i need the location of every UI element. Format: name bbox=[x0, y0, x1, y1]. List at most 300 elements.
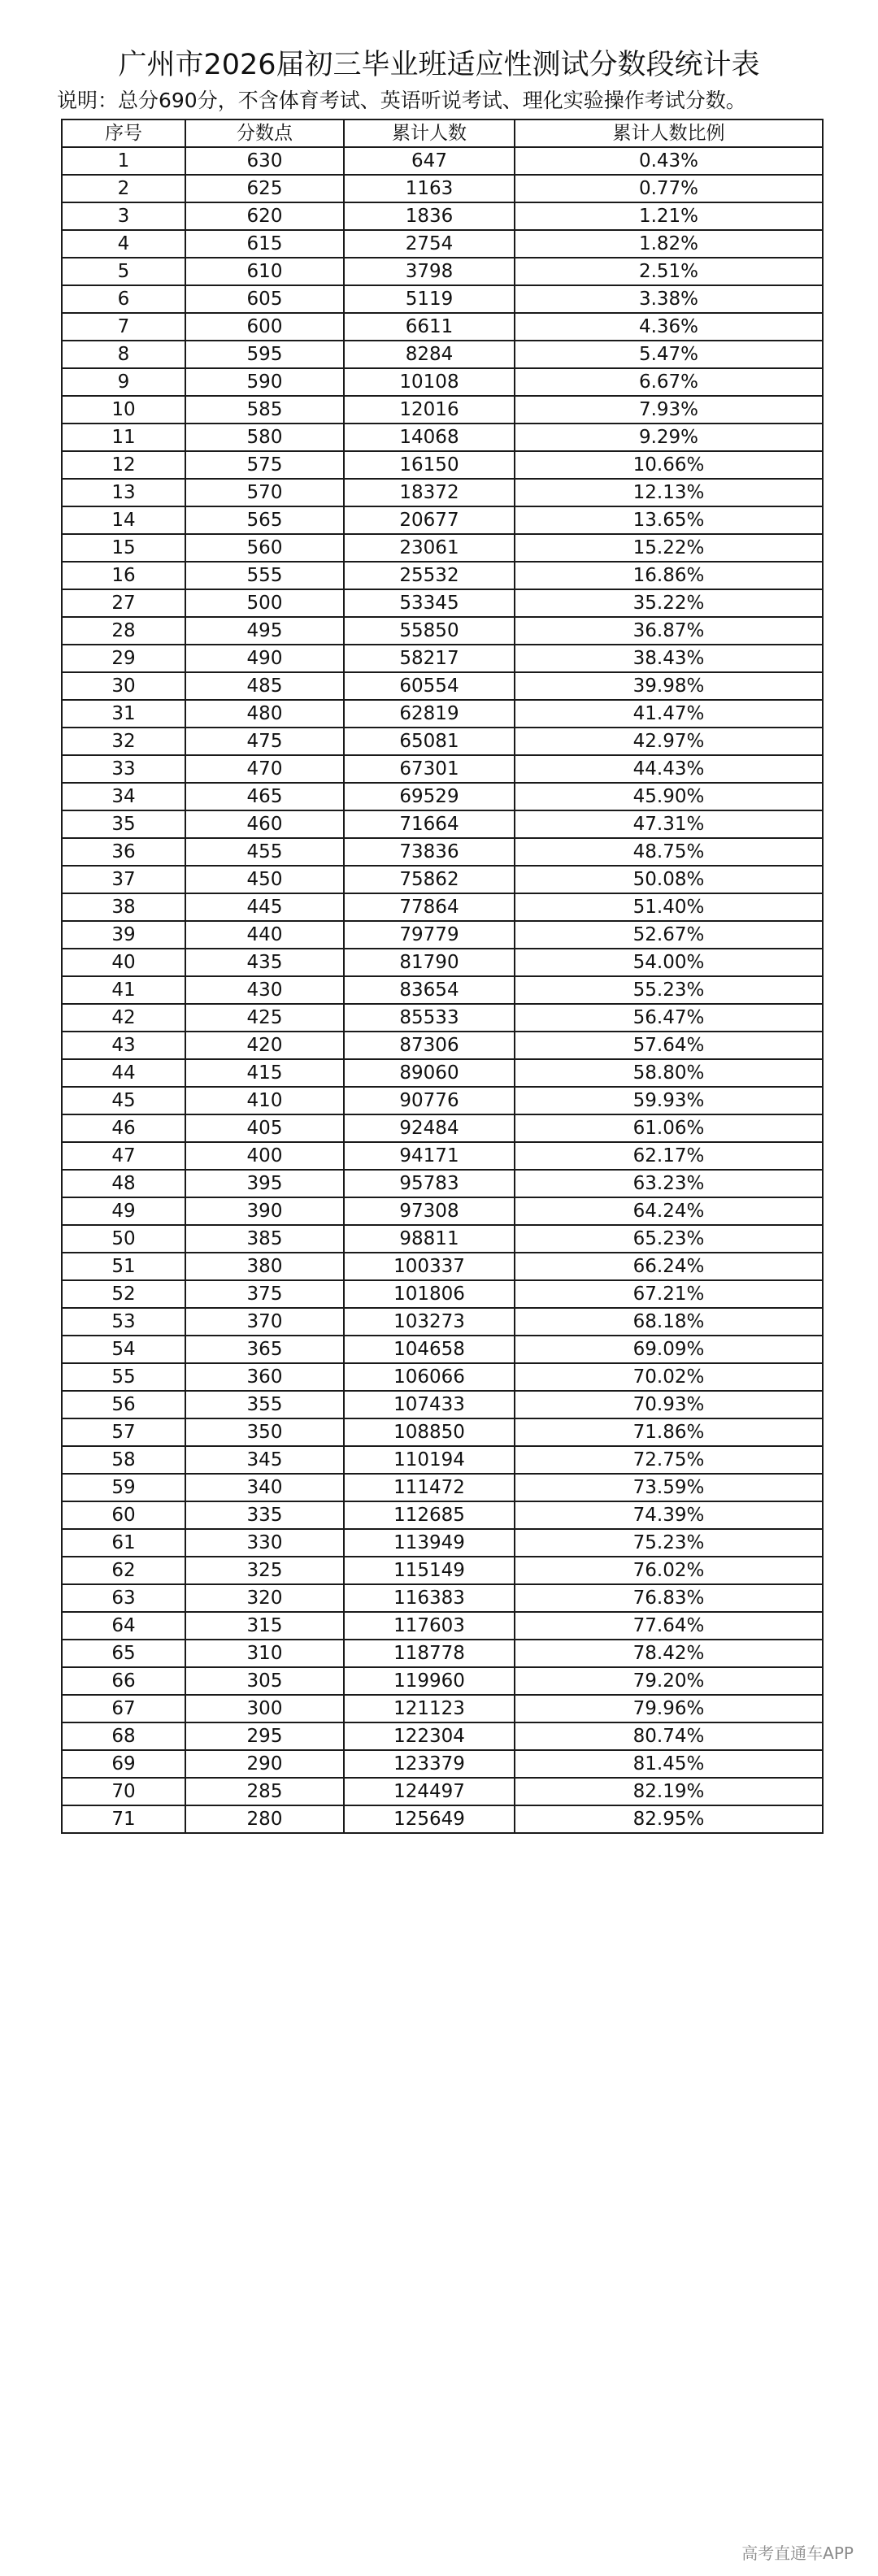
table-row bbox=[62, 1418, 823, 1446]
cell-index: 40 bbox=[62, 949, 185, 976]
cell-cumulative-count: 16150 bbox=[344, 451, 515, 479]
cell-cumulative-ratio: 52.67% bbox=[515, 921, 823, 949]
cell-cumulative-ratio: 76.02% bbox=[515, 1557, 823, 1584]
cell-score: 330 bbox=[185, 1529, 344, 1557]
cell-score: 295 bbox=[185, 1722, 344, 1750]
cell-cumulative-count: 89060 bbox=[344, 1059, 515, 1087]
cell-index: 35 bbox=[62, 810, 185, 838]
cell-score: 325 bbox=[185, 1557, 344, 1584]
cell-score: 580 bbox=[185, 424, 344, 451]
cell-score: 335 bbox=[185, 1501, 344, 1529]
cell-cumulative-ratio: 73.59% bbox=[515, 1474, 823, 1501]
cell-index: 28 bbox=[62, 617, 185, 645]
cell-index: 59 bbox=[62, 1474, 185, 1501]
cell-score: 300 bbox=[185, 1695, 344, 1722]
cell-cumulative-count: 116383 bbox=[344, 1584, 515, 1612]
cell-cumulative-count: 100337 bbox=[344, 1253, 515, 1280]
cell-cumulative-ratio: 77.64% bbox=[515, 1612, 823, 1640]
cell-index: 47 bbox=[62, 1142, 185, 1170]
table-row bbox=[62, 285, 823, 313]
cell-cumulative-ratio: 58.80% bbox=[515, 1059, 823, 1087]
cell-cumulative-ratio: 35.22% bbox=[515, 589, 823, 617]
cell-score: 465 bbox=[185, 783, 344, 810]
cell-cumulative-count: 6611 bbox=[344, 313, 515, 341]
cell-index: 16 bbox=[62, 562, 185, 589]
cell-cumulative-count: 5119 bbox=[344, 285, 515, 313]
cell-cumulative-count: 71664 bbox=[344, 810, 515, 838]
cell-cumulative-count: 85533 bbox=[344, 1004, 515, 1032]
table-row bbox=[62, 175, 823, 202]
table-row bbox=[62, 1667, 823, 1695]
cell-cumulative-count: 118778 bbox=[344, 1640, 515, 1667]
cell-score: 485 bbox=[185, 672, 344, 700]
table-row bbox=[62, 1336, 823, 1363]
cell-cumulative-ratio: 81.45% bbox=[515, 1750, 823, 1778]
cell-index: 12 bbox=[62, 451, 185, 479]
cell-score: 500 bbox=[185, 589, 344, 617]
cell-cumulative-ratio: 36.87% bbox=[515, 617, 823, 645]
cell-score: 410 bbox=[185, 1087, 344, 1114]
cell-cumulative-ratio: 12.13% bbox=[515, 479, 823, 506]
cell-cumulative-ratio: 44.43% bbox=[515, 755, 823, 783]
table-row bbox=[62, 1197, 823, 1225]
table-row bbox=[62, 1805, 823, 1833]
cell-score: 390 bbox=[185, 1197, 344, 1225]
cell-cumulative-count: 77864 bbox=[344, 893, 515, 921]
table-row bbox=[62, 396, 823, 424]
table-row bbox=[62, 672, 823, 700]
cell-cumulative-count: 124497 bbox=[344, 1778, 515, 1805]
table-row bbox=[62, 976, 823, 1004]
cell-index: 14 bbox=[62, 506, 185, 534]
cell-score: 630 bbox=[185, 147, 344, 175]
cell-score: 345 bbox=[185, 1446, 344, 1474]
cell-score: 310 bbox=[185, 1640, 344, 1667]
table-row bbox=[62, 506, 823, 534]
cell-cumulative-count: 65081 bbox=[344, 728, 515, 755]
cell-index: 30 bbox=[62, 672, 185, 700]
table-row bbox=[62, 534, 823, 562]
cell-score: 450 bbox=[185, 866, 344, 893]
cell-score: 400 bbox=[185, 1142, 344, 1170]
cell-cumulative-count: 101806 bbox=[344, 1280, 515, 1308]
table-row bbox=[62, 893, 823, 921]
cell-index: 68 bbox=[62, 1722, 185, 1750]
cell-cumulative-ratio: 54.00% bbox=[515, 949, 823, 976]
cell-cumulative-count: 20677 bbox=[344, 506, 515, 534]
cell-cumulative-ratio: 16.86% bbox=[515, 562, 823, 589]
cell-cumulative-count: 94171 bbox=[344, 1142, 515, 1170]
table-row bbox=[62, 728, 823, 755]
table-row bbox=[62, 783, 823, 810]
cell-cumulative-count: 123379 bbox=[344, 1750, 515, 1778]
cell-cumulative-ratio: 72.75% bbox=[515, 1446, 823, 1474]
cell-cumulative-count: 110194 bbox=[344, 1446, 515, 1474]
cell-index: 4 bbox=[62, 230, 185, 258]
cell-index: 45 bbox=[62, 1087, 185, 1114]
cell-cumulative-ratio: 61.06% bbox=[515, 1114, 823, 1142]
cell-score: 440 bbox=[185, 921, 344, 949]
cell-index: 55 bbox=[62, 1363, 185, 1391]
cell-cumulative-count: 2754 bbox=[344, 230, 515, 258]
cell-cumulative-count: 1836 bbox=[344, 202, 515, 230]
cell-score: 315 bbox=[185, 1612, 344, 1640]
cell-cumulative-ratio: 82.95% bbox=[515, 1805, 823, 1833]
cell-cumulative-count: 92484 bbox=[344, 1114, 515, 1142]
cell-cumulative-ratio: 59.93% bbox=[515, 1087, 823, 1114]
table-row bbox=[62, 1363, 823, 1391]
cell-index: 31 bbox=[62, 700, 185, 728]
cell-cumulative-ratio: 1.21% bbox=[515, 202, 823, 230]
cell-score: 470 bbox=[185, 755, 344, 783]
table-row bbox=[62, 1004, 823, 1032]
cell-index: 7 bbox=[62, 313, 185, 341]
cell-cumulative-count: 58217 bbox=[344, 645, 515, 672]
table-row bbox=[62, 202, 823, 230]
table-row bbox=[62, 1584, 823, 1612]
table-row bbox=[62, 949, 823, 976]
table-row bbox=[62, 755, 823, 783]
table-row bbox=[62, 424, 823, 451]
cell-score: 355 bbox=[185, 1391, 344, 1418]
cell-cumulative-ratio: 64.24% bbox=[515, 1197, 823, 1225]
cell-cumulative-count: 81790 bbox=[344, 949, 515, 976]
cell-index: 1 bbox=[62, 147, 185, 175]
cell-score: 395 bbox=[185, 1170, 344, 1197]
cell-cumulative-count: 60554 bbox=[344, 672, 515, 700]
table-row bbox=[62, 1225, 823, 1253]
cell-cumulative-ratio: 41.47% bbox=[515, 700, 823, 728]
cell-cumulative-ratio: 70.93% bbox=[515, 1391, 823, 1418]
cell-index: 33 bbox=[62, 755, 185, 783]
cell-score: 480 bbox=[185, 700, 344, 728]
cell-index: 69 bbox=[62, 1750, 185, 1778]
cell-cumulative-count: 108850 bbox=[344, 1418, 515, 1446]
table-row bbox=[62, 866, 823, 893]
column-header-index: 序号 bbox=[62, 119, 185, 147]
table-row bbox=[62, 1612, 823, 1640]
cell-score: 340 bbox=[185, 1474, 344, 1501]
cell-cumulative-count: 69529 bbox=[344, 783, 515, 810]
cell-cumulative-count: 119960 bbox=[344, 1667, 515, 1695]
cell-cumulative-count: 125649 bbox=[344, 1805, 515, 1833]
cell-cumulative-ratio: 15.22% bbox=[515, 534, 823, 562]
table-row bbox=[62, 1750, 823, 1778]
table-row bbox=[62, 1695, 823, 1722]
table-row bbox=[62, 1114, 823, 1142]
cell-score: 615 bbox=[185, 230, 344, 258]
cell-score: 625 bbox=[185, 175, 344, 202]
cell-cumulative-ratio: 1.82% bbox=[515, 230, 823, 258]
cell-cumulative-ratio: 63.23% bbox=[515, 1170, 823, 1197]
cell-index: 51 bbox=[62, 1253, 185, 1280]
cell-cumulative-ratio: 50.08% bbox=[515, 866, 823, 893]
cell-cumulative-count: 122304 bbox=[344, 1722, 515, 1750]
cell-cumulative-ratio: 55.23% bbox=[515, 976, 823, 1004]
cell-cumulative-count: 75862 bbox=[344, 866, 515, 893]
cell-cumulative-count: 104658 bbox=[344, 1336, 515, 1363]
table-row bbox=[62, 1722, 823, 1750]
table-body bbox=[62, 147, 823, 1833]
cell-score: 560 bbox=[185, 534, 344, 562]
cell-cumulative-count: 98811 bbox=[344, 1225, 515, 1253]
table-row bbox=[62, 1059, 823, 1087]
cell-score: 430 bbox=[185, 976, 344, 1004]
cell-index: 46 bbox=[62, 1114, 185, 1142]
cell-cumulative-ratio: 2.51% bbox=[515, 258, 823, 285]
cell-index: 11 bbox=[62, 424, 185, 451]
cell-cumulative-count: 23061 bbox=[344, 534, 515, 562]
cell-score: 415 bbox=[185, 1059, 344, 1087]
cell-cumulative-ratio: 6.67% bbox=[515, 368, 823, 396]
cell-score: 495 bbox=[185, 617, 344, 645]
table-row bbox=[62, 1529, 823, 1557]
cell-cumulative-count: 87306 bbox=[344, 1032, 515, 1059]
cell-cumulative-count: 107433 bbox=[344, 1391, 515, 1418]
cell-index: 66 bbox=[62, 1667, 185, 1695]
cell-score: 565 bbox=[185, 506, 344, 534]
cell-cumulative-ratio: 10.66% bbox=[515, 451, 823, 479]
cell-score: 305 bbox=[185, 1667, 344, 1695]
cell-cumulative-ratio: 80.74% bbox=[515, 1722, 823, 1750]
cell-cumulative-count: 115149 bbox=[344, 1557, 515, 1584]
cell-cumulative-count: 97308 bbox=[344, 1197, 515, 1225]
cell-index: 8 bbox=[62, 341, 185, 368]
cell-index: 41 bbox=[62, 976, 185, 1004]
column-header-cumulative-ratio: 累计人数比例 bbox=[515, 119, 823, 147]
cell-cumulative-count: 117603 bbox=[344, 1612, 515, 1640]
cell-cumulative-count: 113949 bbox=[344, 1529, 515, 1557]
cell-index: 13 bbox=[62, 479, 185, 506]
table-row bbox=[62, 1142, 823, 1170]
column-header-score: 分数点 bbox=[185, 119, 344, 147]
table-row bbox=[62, 589, 823, 617]
cell-cumulative-count: 1163 bbox=[344, 175, 515, 202]
cell-index: 6 bbox=[62, 285, 185, 313]
table-row bbox=[62, 1280, 823, 1308]
table-row bbox=[62, 1640, 823, 1667]
cell-index: 67 bbox=[62, 1695, 185, 1722]
table-row bbox=[62, 1474, 823, 1501]
cell-index: 70 bbox=[62, 1778, 185, 1805]
table-row bbox=[62, 1253, 823, 1280]
cell-cumulative-ratio: 65.23% bbox=[515, 1225, 823, 1253]
table-row bbox=[62, 230, 823, 258]
cell-cumulative-ratio: 3.38% bbox=[515, 285, 823, 313]
table-row bbox=[62, 1501, 823, 1529]
cell-cumulative-ratio: 69.09% bbox=[515, 1336, 823, 1363]
cell-score: 425 bbox=[185, 1004, 344, 1032]
cell-index: 57 bbox=[62, 1418, 185, 1446]
cell-score: 620 bbox=[185, 202, 344, 230]
cell-score: 280 bbox=[185, 1805, 344, 1833]
cell-cumulative-count: 121123 bbox=[344, 1695, 515, 1722]
table-row bbox=[62, 838, 823, 866]
table-row bbox=[62, 341, 823, 368]
table-row bbox=[62, 700, 823, 728]
cell-cumulative-ratio: 67.21% bbox=[515, 1280, 823, 1308]
cell-index: 44 bbox=[62, 1059, 185, 1087]
cell-index: 61 bbox=[62, 1529, 185, 1557]
cell-index: 32 bbox=[62, 728, 185, 755]
cell-index: 29 bbox=[62, 645, 185, 672]
cell-index: 64 bbox=[62, 1612, 185, 1640]
cell-score: 490 bbox=[185, 645, 344, 672]
cell-index: 53 bbox=[62, 1308, 185, 1336]
table-row bbox=[62, 368, 823, 396]
cell-cumulative-count: 111472 bbox=[344, 1474, 515, 1501]
cell-cumulative-ratio: 51.40% bbox=[515, 893, 823, 921]
cell-score: 365 bbox=[185, 1336, 344, 1363]
cell-cumulative-count: 95783 bbox=[344, 1170, 515, 1197]
cell-cumulative-ratio: 75.23% bbox=[515, 1529, 823, 1557]
table-header-row bbox=[62, 119, 823, 147]
cell-cumulative-count: 14068 bbox=[344, 424, 515, 451]
cell-index: 3 bbox=[62, 202, 185, 230]
cell-cumulative-ratio: 76.83% bbox=[515, 1584, 823, 1612]
cell-score: 405 bbox=[185, 1114, 344, 1142]
cell-cumulative-count: 73836 bbox=[344, 838, 515, 866]
cell-cumulative-count: 106066 bbox=[344, 1363, 515, 1391]
cell-index: 43 bbox=[62, 1032, 185, 1059]
cell-cumulative-ratio: 57.64% bbox=[515, 1032, 823, 1059]
cell-cumulative-count: 647 bbox=[344, 147, 515, 175]
cell-cumulative-ratio: 78.42% bbox=[515, 1640, 823, 1667]
table-row bbox=[62, 810, 823, 838]
cell-index: 50 bbox=[62, 1225, 185, 1253]
cell-index: 38 bbox=[62, 893, 185, 921]
table-row bbox=[62, 1391, 823, 1418]
cell-score: 570 bbox=[185, 479, 344, 506]
table-row bbox=[62, 451, 823, 479]
cell-cumulative-ratio: 68.18% bbox=[515, 1308, 823, 1336]
cell-score: 460 bbox=[185, 810, 344, 838]
cell-index: 34 bbox=[62, 783, 185, 810]
cell-index: 49 bbox=[62, 1197, 185, 1225]
table-row bbox=[62, 258, 823, 285]
cell-cumulative-ratio: 13.65% bbox=[515, 506, 823, 534]
document-title: 广州市2026届初三毕业班适应性测试分数段统计表 bbox=[118, 49, 760, 81]
cell-score: 590 bbox=[185, 368, 344, 396]
cell-cumulative-ratio: 82.19% bbox=[515, 1778, 823, 1805]
cell-cumulative-count: 79779 bbox=[344, 921, 515, 949]
cell-cumulative-ratio: 62.17% bbox=[515, 1142, 823, 1170]
cell-score: 575 bbox=[185, 451, 344, 479]
table-row bbox=[62, 1308, 823, 1336]
cell-cumulative-count: 90776 bbox=[344, 1087, 515, 1114]
score-table bbox=[61, 119, 824, 1834]
cell-cumulative-ratio: 79.20% bbox=[515, 1667, 823, 1695]
cell-index: 63 bbox=[62, 1584, 185, 1612]
cell-cumulative-count: 103273 bbox=[344, 1308, 515, 1336]
cell-cumulative-count: 10108 bbox=[344, 368, 515, 396]
cell-score: 370 bbox=[185, 1308, 344, 1336]
cell-index: 56 bbox=[62, 1391, 185, 1418]
column-header-cumulative-count: 累计人数 bbox=[344, 119, 515, 147]
table-row bbox=[62, 645, 823, 672]
table-row bbox=[62, 1557, 823, 1584]
cell-score: 605 bbox=[185, 285, 344, 313]
table-row bbox=[62, 617, 823, 645]
cell-index: 2 bbox=[62, 175, 185, 202]
cell-cumulative-count: 112685 bbox=[344, 1501, 515, 1529]
cell-index: 37 bbox=[62, 866, 185, 893]
table-row bbox=[62, 1087, 823, 1114]
cell-score: 375 bbox=[185, 1280, 344, 1308]
table-row bbox=[62, 562, 823, 589]
cell-cumulative-ratio: 39.98% bbox=[515, 672, 823, 700]
cell-cumulative-count: 83654 bbox=[344, 976, 515, 1004]
cell-score: 600 bbox=[185, 313, 344, 341]
cell-score: 555 bbox=[185, 562, 344, 589]
cell-cumulative-ratio: 70.02% bbox=[515, 1363, 823, 1391]
cell-index: 36 bbox=[62, 838, 185, 866]
cell-cumulative-count: 53345 bbox=[344, 589, 515, 617]
cell-cumulative-ratio: 0.77% bbox=[515, 175, 823, 202]
table-row bbox=[62, 1170, 823, 1197]
cell-index: 10 bbox=[62, 396, 185, 424]
cell-index: 39 bbox=[62, 921, 185, 949]
cell-index: 52 bbox=[62, 1280, 185, 1308]
cell-score: 385 bbox=[185, 1225, 344, 1253]
cell-cumulative-ratio: 7.93% bbox=[515, 396, 823, 424]
cell-score: 585 bbox=[185, 396, 344, 424]
cell-index: 62 bbox=[62, 1557, 185, 1584]
cell-score: 595 bbox=[185, 341, 344, 368]
table-row bbox=[62, 313, 823, 341]
cell-cumulative-count: 25532 bbox=[344, 562, 515, 589]
cell-score: 320 bbox=[185, 1584, 344, 1612]
cell-cumulative-count: 67301 bbox=[344, 755, 515, 783]
cell-cumulative-ratio: 74.39% bbox=[515, 1501, 823, 1529]
cell-cumulative-ratio: 56.47% bbox=[515, 1004, 823, 1032]
cell-cumulative-ratio: 38.43% bbox=[515, 645, 823, 672]
cell-score: 290 bbox=[185, 1750, 344, 1778]
cell-cumulative-ratio: 5.47% bbox=[515, 341, 823, 368]
cell-cumulative-ratio: 4.36% bbox=[515, 313, 823, 341]
cell-cumulative-ratio: 47.31% bbox=[515, 810, 823, 838]
cell-cumulative-count: 8284 bbox=[344, 341, 515, 368]
cell-index: 65 bbox=[62, 1640, 185, 1667]
cell-score: 420 bbox=[185, 1032, 344, 1059]
cell-index: 5 bbox=[62, 258, 185, 285]
cell-cumulative-count: 3798 bbox=[344, 258, 515, 285]
cell-index: 27 bbox=[62, 589, 185, 617]
cell-cumulative-ratio: 42.97% bbox=[515, 728, 823, 755]
cell-cumulative-ratio: 0.43% bbox=[515, 147, 823, 175]
cell-index: 9 bbox=[62, 368, 185, 396]
cell-score: 475 bbox=[185, 728, 344, 755]
cell-score: 360 bbox=[185, 1363, 344, 1391]
cell-cumulative-ratio: 48.75% bbox=[515, 838, 823, 866]
watermark-text: 高考直通车APP bbox=[741, 2543, 854, 2563]
cell-cumulative-ratio: 66.24% bbox=[515, 1253, 823, 1280]
cell-score: 380 bbox=[185, 1253, 344, 1280]
cell-index: 71 bbox=[62, 1805, 185, 1833]
cell-cumulative-count: 55850 bbox=[344, 617, 515, 645]
cell-index: 15 bbox=[62, 534, 185, 562]
cell-index: 60 bbox=[62, 1501, 185, 1529]
cell-score: 610 bbox=[185, 258, 344, 285]
cell-cumulative-ratio: 45.90% bbox=[515, 783, 823, 810]
cell-index: 42 bbox=[62, 1004, 185, 1032]
cell-score: 455 bbox=[185, 838, 344, 866]
cell-index: 48 bbox=[62, 1170, 185, 1197]
cell-cumulative-count: 18372 bbox=[344, 479, 515, 506]
table-row bbox=[62, 921, 823, 949]
table-row bbox=[62, 1446, 823, 1474]
table-row bbox=[62, 1032, 823, 1059]
